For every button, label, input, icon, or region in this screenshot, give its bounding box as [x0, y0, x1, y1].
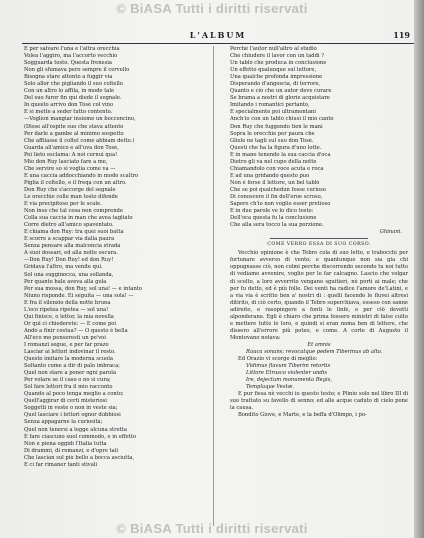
left-column-line: —Don Ruy! Don Ruy! ed don Ruy! — [24, 257, 114, 264]
right-column-poem-line: Un effetto qualunque sul lettore, — [230, 67, 317, 74]
quote-2-line: Littore Etrusco violenter undis — [246, 370, 328, 377]
left-column-line: E fare ciascuno suol commodo, e in effetto — [24, 433, 136, 440]
left-column-line: Soltanto come a dir di palo imbraca; — [24, 363, 120, 370]
article-paragraphs-line: Vecchio opinione è che Tebro cola di suo letto, e trabocchi per fortunare avverso di vento; e quantunque non sia gia chi oppugnasse ciò, non colmi perche discorrendo secondo tu noi tutto di vediamo avvenire, voglio per lo far calcagno. Lascio che volgar di scelto, a loro avverrito vengano sguitieri, nè porti ai male; che per fu detto, ed è più folle. Dei venti ha radice l'amore de'Latini, e a via via è scritto ben a' nostri di : quelli facendo le fluvei altresi ditirito, di ciò certo, quando il Tebro superchiava, esseso con sanne adireito, e rasopingere a fonti le linfe, e per ciò devetti alponderane. Egli è chiaro che prima fossero ministri di false culto e mettere tutte le loro, e quindi si eran noma ben di lettere, che dissero all'errore più poteo, e come. A corte di Augusto il Montovano notava: — [230, 250, 408, 341]
left-column-line: Le orecchie colle man tosto difende — [24, 193, 118, 200]
left-column-line: Per sua mossa, don Ruy, sol una! — e intanto — [24, 285, 143, 292]
left-column-line: Piglia il coltello, e il freqa con un altro. — [24, 179, 127, 186]
left-column-line: E una caccia addocchiando in modo scaltro — [24, 172, 139, 179]
left-column-line: E scorre a scappar via dalla paura — [24, 236, 115, 243]
left-column-line: Corre dietro all'amico spaventato. — [24, 222, 114, 229]
right-column-poem-line: Non é forse il lettore, un bel tablò — [230, 179, 320, 186]
left-column-line: E per salvare l'una e l'altra orecchia — [24, 46, 120, 52]
right-column-poem-line: Che alla sera tocco la sua porzione. — [230, 222, 324, 229]
left-column-line: I romanzi segue, e per far prazo — [24, 341, 109, 348]
right-column-poem-line: Di conoscere il fin dell'eroe scroso, — [230, 193, 323, 200]
left-column-line: Bisogna stare attento a fuggir via — [24, 74, 113, 81]
left-column-line: E ci far rimaner tanti stivali — [24, 461, 98, 468]
right-column-poem-line: Sapere ch'io non voglio esser pretioso — [230, 201, 331, 208]
poem-continuation — [230, 46, 408, 229]
watermark-bottom: © BiASA Tutti i diritti riservati — [116, 521, 308, 536]
closing-paragraph: E pur fissa nè vecchi io questo testo; e Plinio solo nel libro III di suo trattato su favello di senno; ed alle acque caduto di cielo pone la causa. — [230, 391, 408, 412]
left-column-line: Quell'aggirar di certi misteriosi — [24, 398, 107, 405]
left-column-line: Con un altro lo affila, in modo tale — [24, 88, 115, 95]
left-column-line: Sogguarda tosto. Questa frenesia — [24, 60, 113, 67]
right-column — [230, 46, 408, 419]
header-rule — [22, 43, 414, 44]
quote-1-line: Et amnis — [307, 341, 331, 348]
left-column-line: Quel lasciare i lettori ognor dubbiosi — [24, 412, 121, 419]
left-column-line: Gridava l'altro, ma venite qui. — [24, 264, 103, 271]
left-column-line: Non gli sfumava pero sempre il cervello — [24, 67, 130, 74]
left-column-line: Che lascian sul più bello a bocca asciutta, — [24, 454, 135, 461]
left-column-line: E si mette a seder tutto contento. — [24, 109, 113, 116]
right-column-poem-line: Sopra le orecchie per paura che — [230, 130, 315, 137]
latin-quote-horace — [230, 363, 408, 391]
left-column-line: —Voglion mangiar insieme un bocconcino, — [24, 116, 136, 123]
quote-2-line: Vidimus flavum Tiberim retortis — [246, 363, 331, 370]
page-header — [22, 30, 414, 42]
left-column-line: Solo allor che pigliando il suo coltello — [24, 81, 123, 88]
left-column-line: Volea l'aggiro, ma l'accorto vecchio — [24, 53, 118, 60]
left-column-line: Soggetti in veste o non in veste sia; — [24, 405, 118, 412]
right-column-poem-line: Chiamandolo con voce acuta e roca — [230, 165, 324, 172]
right-column-poem-line: Se brama a nostri di glorie acquistare — [230, 95, 330, 102]
right-column-poem-line: Imitando i romantici pertanto, — [230, 102, 310, 109]
column-divider — [213, 46, 214, 526]
right-column-poem-line: Gliele ne tagli sul suo don Tosé. — [230, 137, 314, 144]
left-column-line: Mio don Ruy lasciato fare a me, — [24, 158, 108, 165]
right-column-poem-line: Questi che ha la figura d'uno lotte. — [230, 144, 322, 151]
left-column-line: Colla sua caccia in man che avea tagliato — [24, 215, 133, 222]
left-column-line: Quel non stare a poner ogni parola — [24, 370, 117, 377]
quote-intro: Ed Orazio vi scorge di meglio: — [238, 356, 318, 363]
latin-quote-virgil — [230, 342, 408, 356]
book-spine-shadow — [414, 0, 424, 538]
left-column-line: Guarda all'amico e all'uva don Tosé, — [24, 144, 119, 151]
left-column-line: Or qui ci chiederete: — E come poi — [24, 320, 117, 327]
left-column-line: Poi lieto esclama: A noi cernui qua! — [24, 151, 118, 158]
right-column-poem-line: Perché l'autor null'altro al studio — [230, 46, 317, 52]
watermark-top: © BiASA Tutti i diritti riservati — [116, 1, 308, 16]
quote-2-line: Ire, dejectum monumenta Regis, — [246, 377, 333, 384]
left-column-line: All'eco mo penseresti un po'voi — [24, 334, 106, 341]
left-column-line: E fra il silenzio della notte bruna — [24, 299, 111, 306]
last-line: Bondito Giove, e Marte, e la beffa d'Olimpo, i po- — [238, 412, 367, 419]
left-column-line: Che affilasse il coltel come abbiam detto.) — [24, 137, 135, 144]
left-column-line: Per quanto bale aveva alla gola — [24, 278, 107, 285]
left-column-line: Niuno risponde. Ei seguita — una sola! — — [24, 292, 134, 299]
left-column-line: Sol una sugginocca, una sollanda, — [24, 271, 114, 278]
left-column-line: Don Ruy che s'accorge del segnale — [24, 186, 116, 193]
left-column-line: Non inse che tal cosa non comprende — [24, 208, 123, 215]
left-column — [24, 46, 202, 469]
quote-2-line: Templaque Vestæ. — [246, 384, 295, 391]
right-column-poem-line: E specialmente poi ultramontani — [230, 109, 316, 116]
article-body — [230, 250, 408, 342]
left-column-line: Senza appagarne la curiosità; — [24, 419, 103, 426]
journal-title: L'ALBUM — [189, 30, 247, 40]
poem-signature: Ghinani. — [379, 229, 402, 236]
right-column-poem-line: E ad una gridando questo puo — [230, 172, 310, 179]
left-column-line: A suoi dossari, ed alla notte oscura. — [24, 250, 118, 257]
left-column-line: E chiama don Ruy: tra quei suoi batta — [24, 229, 124, 236]
left-column-line: (Disse all'ospite suo che stava attento — [24, 123, 124, 130]
right-column-poem-line: Una qualche profonda impressione — [230, 74, 323, 81]
left-column-line: Sol fare lettori fra il mio racconto — [24, 384, 113, 391]
right-column-poem-line: Dietro gli va nel cupo della notte — [230, 158, 317, 165]
left-column-line: Del suo furor fin qui diede il segnale. — [24, 95, 122, 102]
page-number: 119 — [393, 30, 410, 40]
right-column-poem-line: Quanto e ciò che un autor deve curare — [230, 88, 332, 95]
left-column-line: Lasciar ai lettori indovinar il resto. — [24, 349, 116, 356]
right-column-poem-line: E in due parole ve lo dico tosto: — [230, 208, 314, 215]
right-column-poem-line: Che chiudere il lavor con un taddì ? — [230, 53, 325, 60]
left-column-line: Che servire so si voglia come va — — [24, 165, 116, 172]
left-column-line: Di drammi, di romanzi, e d'opre tali — [24, 447, 119, 454]
right-column-poem-line: E in mano tenendo la sua caccia d'oca — [230, 151, 331, 158]
left-column-line: Andò a finir costua? — O questo è bella — [24, 327, 128, 334]
left-column-line: Quel non tenersi a legge alcuna stretta — [24, 426, 127, 433]
left-column-line: Qui finisce, o lettor, la mia novella — [24, 313, 114, 320]
left-column-line: Quando al poco tenga meglio a conto; — [24, 391, 124, 398]
left-column-line: Non è piena oggidì l'Italia tutta — [24, 440, 107, 447]
right-column-poem-line: Disperando d'angoscia, di terrore, — [230, 81, 321, 88]
quote-1-line: Rauca sonans; revocatque pedem Tiberinus ab alto. — [246, 348, 383, 355]
left-column-line: In questo arrivo don Tosé col vino — [24, 102, 114, 109]
right-column-poem-line: Che se poi qualchedun fosse curioso — [230, 186, 326, 193]
left-column-line: Senza pensare alla malconcia strada — [24, 243, 121, 250]
left-column-line: L'eco ripetea ripetea — sol una! — [24, 306, 109, 313]
right-column-poem-line: Don Ruy che fuggendo tien le mani — [230, 123, 323, 130]
left-column-line: Per darle a gambe al minimo sospetto — [24, 130, 124, 137]
right-column-poem-line: Anch'io con un tablò chiusi il mio canto — [230, 116, 334, 123]
left-column-line: Questo imitare la moderna scuola — [24, 356, 113, 363]
article-title: COME VERRO ESSA DI SUO CORSO. — [267, 242, 371, 248]
left-column-line: E via precipitoso per le scale. — [24, 201, 102, 208]
section-rule — [270, 238, 368, 239]
left-column-line: Per volare se il caso o no si cura; — [24, 377, 111, 384]
right-column-poem-line: Dell'oca questa fu la conclusione — [230, 215, 317, 222]
right-column-poem-line: Un tablò che produca in conclusione — [230, 60, 327, 67]
